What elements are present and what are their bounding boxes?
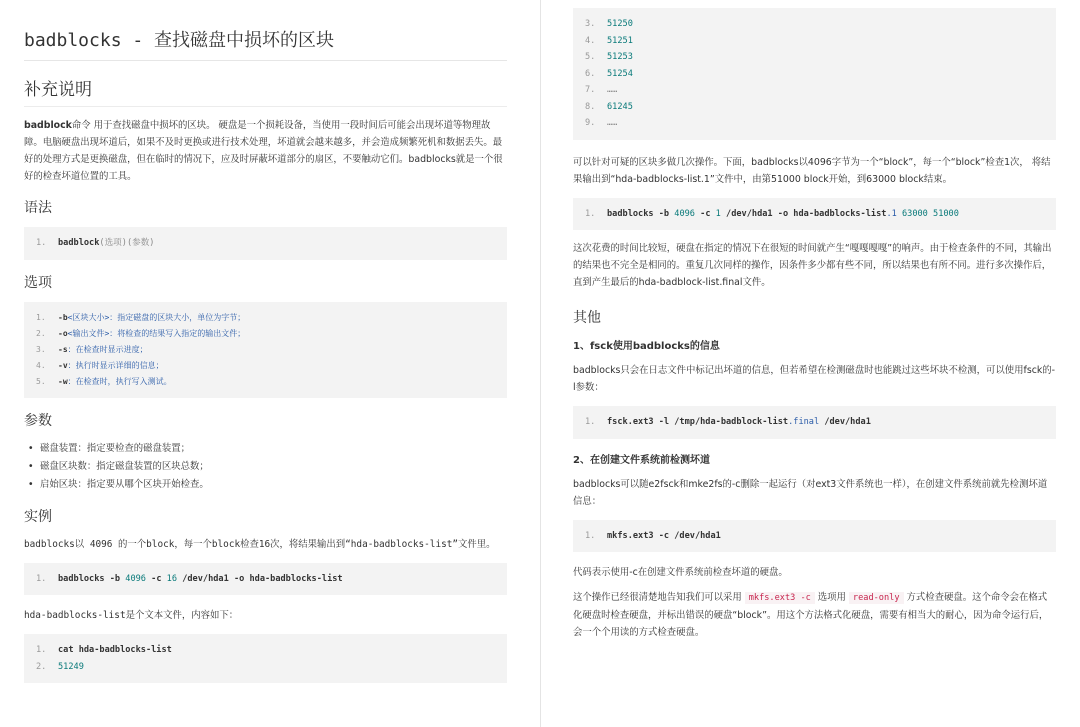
other-sub-1-paragraph: badblocks只会在日志文件中标记出坏道的信息，但若希望在检测磁盘时也能跳过这些坏块不检测，可以使用fsck的-l参数： (573, 365, 1056, 393)
example-code-2: 1. badblocks -b 4096 -c 1 /dev/hda1 -o hda-badblocks-list.1 63000 51000 (573, 198, 1056, 231)
example-list-code: 1. cat hda-badblocks-list 2. 51249 (24, 634, 507, 683)
syntax-code-block: 1. badblock(选项)(参数) (24, 227, 507, 260)
supplement-paragraph: badblock命令 用于查找磁盘中损坏的区块。 硬盘是一个损耗设备，当使用一段时间后可能会出现坏道等物理故障。电脑硬盘出现坏道后，如果不及时更换或进行技术处理，坏道就会越来越多，并会造成频繁死机和数据丢失。最好的处理方式是更换磁盘，但在临时的情况下，应及时屏蔽坏道部分的扇区，不要触动它们。badblocks就是一个很好的检查坏道位置的工具。 (24, 120, 503, 182)
option-line: 2. -o<输出文件>：将检查的结果写入指定的输出文件； (36, 328, 246, 338)
example-after-1: hda-badblocks-list是个文本文件，内容如下： (24, 610, 239, 621)
other-code-2: 1. mkfs.ext3 -c /dev/hda1 (573, 520, 1056, 553)
heading-supplement: 补充说明 (24, 75, 507, 107)
heading-params: 参数 (24, 412, 52, 429)
other-paragraph-5: 这个操作已经很清楚地告知我们可以采用 mkfs.ext3 -c 选项用 read-only 方式检查硬盘。这个命令会在格式化硬盘时检查硬盘，并标出错误的硬盘“block”。用这个方法格式化硬盘，需要有相当大的耐心，因为命令运行后，会一个个用读的方式检查硬盘。 (573, 592, 1049, 638)
example-list-code-continued: 3. 51250 4. 51251 5. 51253 6. 51254 7. …… 8. 61245 9. …… (573, 8, 1056, 140)
example-intro: badblocks以 4096 的一个block，每一个block检查16次，将结果输出到“hda-badblocks-list”文件里。 (24, 538, 496, 550)
list-item: • 启始区块：指定要从哪个区块开始检查。 (28, 476, 507, 494)
example-code-1: 1. badblocks -b 4096 -c 16 /dev/hda1 -o hda-badblocks-list (24, 563, 507, 596)
heading-other: 其他 (573, 310, 601, 326)
other-sub-2: 2、在创建文件系统前检测坏道 (573, 454, 710, 466)
page-title: badblocks - 查找磁盘中损坏的区块 (24, 26, 507, 61)
heading-options: 选项 (24, 274, 52, 291)
other-paragraph-4: 代码表示使用-c在创建文件系统前检查坏道的硬盘。 (573, 567, 788, 578)
inline-code: read-only (849, 592, 904, 604)
list-item: • 磁盘区块数：指定磁盘装置的区块总数； (28, 458, 507, 476)
option-line: 4. -v：执行时显示详细的信息； (36, 360, 164, 370)
option-line: 5. -w：在检查时，执行写入测试。 (36, 376, 172, 386)
column-divider (540, 0, 541, 727)
options-code-block (24, 302, 507, 398)
other-sub-1: 1、fsck使用badblocks的信息 (573, 341, 720, 352)
inline-code: mkfs.ext3 -c (745, 592, 815, 604)
left-column (24, 0, 507, 727)
supplement-cmd: badblock (24, 120, 72, 131)
other-sub-2-paragraph: badblocks可以随e2fsck和mke2fs的-c删除一起运行（对ext3文件系统也一样），在创建文件系统前就先检测坏道信息： (573, 478, 1048, 507)
option-line: 3. -s：在检查时显示进度； (36, 344, 148, 354)
params-list (28, 440, 507, 494)
heading-example: 实例 (24, 508, 52, 525)
heading-syntax: 语法 (24, 200, 52, 216)
list-item: • 磁盘装置：指定要检查的磁盘装置； (28, 440, 507, 458)
example-paragraph-2: 可以针对可疑的区块多做几次操作。下面，badblocks以4096字节为一个“block”，每一个“block”检查1次， 将结果输出到“hda-badblocks-list.1”文件中，由第51000 block开始，到63000 block结束。 (573, 156, 1051, 185)
example-paragraph-3: 这次花费的时间比较短，硬盘在指定的情况下在很短的时间就产生“嘎嘎嘎嘎”的响声。由于检查条件的不同，其输出的结果也不完全是相同的。重复几次同样的操作，因条件多少都有些不同，所以结果也有所不同。进行多次操作后，直到产生最后的hda-badblock-list.final文件。 (573, 243, 1052, 288)
right-column (573, 0, 1056, 727)
option-line: 1. -b<区块大小>：指定磁盘的区块大小，单位为字节； (36, 312, 246, 322)
other-code-1: 1. fsck.ext3 -l /tmp/hda-badblock-list.final /dev/hda1 (573, 406, 1056, 439)
